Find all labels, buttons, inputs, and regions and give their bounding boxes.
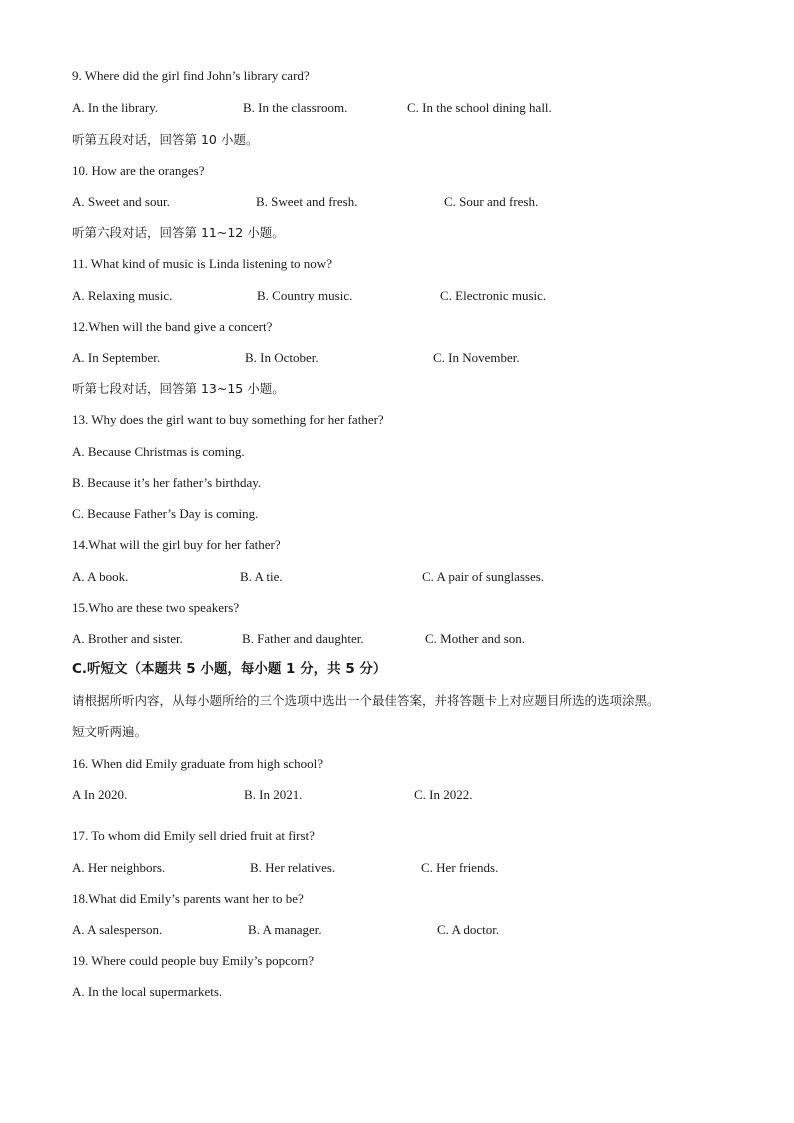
question-text: A. Because Christmas is coming. [72, 444, 245, 459]
answer-option: A. A salesperson. [72, 922, 163, 937]
question-text: 15.Who are these two speakers? [72, 600, 240, 615]
answer-option: B. In the classroom. [243, 100, 348, 115]
answer-option: A In 2020. [72, 787, 128, 802]
instruction-text: 听第七段对话，回答第 13~15 小题。 [72, 381, 285, 396]
answer-option: A. Brother and sister. [72, 631, 183, 646]
answer-option: B. A tie. [240, 569, 283, 584]
answer-option: B. Her relatives. [250, 860, 336, 875]
answer-option: A. Sweet and sour. [72, 194, 170, 209]
question-text: 18.What did Emily’s parents want her to be? [72, 891, 304, 906]
question-text: 9. Where did the girl find John’s library card? [72, 68, 310, 83]
answer-option: A. In the library. [72, 100, 159, 115]
answer-option: B. In October. [245, 350, 319, 365]
instruction-text: 听第六段对话，回答第 11~12 小题。 [72, 225, 285, 240]
instruction-text: 短文听两遍。 [72, 724, 148, 739]
answer-option: C. A pair of sunglasses. [422, 569, 545, 584]
answer-option: C. Electronic music. [440, 288, 547, 303]
answer-option: C. Her friends. [421, 860, 499, 875]
question-text: 10. How are the oranges? [72, 163, 205, 178]
answer-option: A. In September. [72, 350, 161, 365]
answer-option: C. A doctor. [437, 922, 500, 937]
question-text: B. Because it’s her father’s birthday. [72, 475, 262, 490]
answer-option: C. Mother and son. [425, 631, 526, 646]
answer-option: B. In 2021. [244, 787, 303, 802]
answer-option: B. Father and daughter. [242, 631, 364, 646]
answer-option: C. Sour and fresh. [444, 194, 539, 209]
instruction-text: 请根据所听内容，从每小题所给的三个选项中选出一个最佳答案，并将答题卡上对应题目所选的选项涂黑。 [72, 693, 660, 708]
question-text: 11. What kind of music is Linda listening to now? [72, 256, 332, 271]
answer-option: B. A manager. [248, 922, 322, 937]
question-text: A. In the local supermarkets. [72, 984, 223, 999]
answer-option: B. Country music. [257, 288, 353, 303]
answer-option: C. In November. [433, 350, 520, 365]
question-text: 13. Why does the girl want to buy something for her father? [72, 412, 384, 427]
question-text: 16. When did Emily graduate from high school? [72, 756, 324, 771]
instruction-text: 听第五段对话，回答第 10 小题。 [72, 132, 259, 147]
question-text: 12.When will the band give a concert? [72, 319, 273, 334]
section-heading: C.听短文（本题共 5 小题，每小题 1 分，共 5 分） [72, 661, 387, 677]
question-text: C. Because Father’s Day is coming. [72, 506, 259, 521]
question-text: 17. To whom did Emily sell dried fruit at first? [72, 828, 315, 843]
answer-option: A. Relaxing music. [72, 288, 173, 303]
question-text: 14.What will the girl buy for her father? [72, 537, 281, 552]
answer-option: C. In the school dining hall. [407, 100, 552, 115]
answer-option: B. Sweet and fresh. [256, 194, 358, 209]
answer-option: C. In 2022. [414, 787, 473, 802]
question-text: 19. Where could people buy Emily’s popcorn? [72, 953, 315, 968]
answer-option: A. Her neighbors. [72, 860, 166, 875]
answer-option: A. A book. [72, 569, 129, 584]
